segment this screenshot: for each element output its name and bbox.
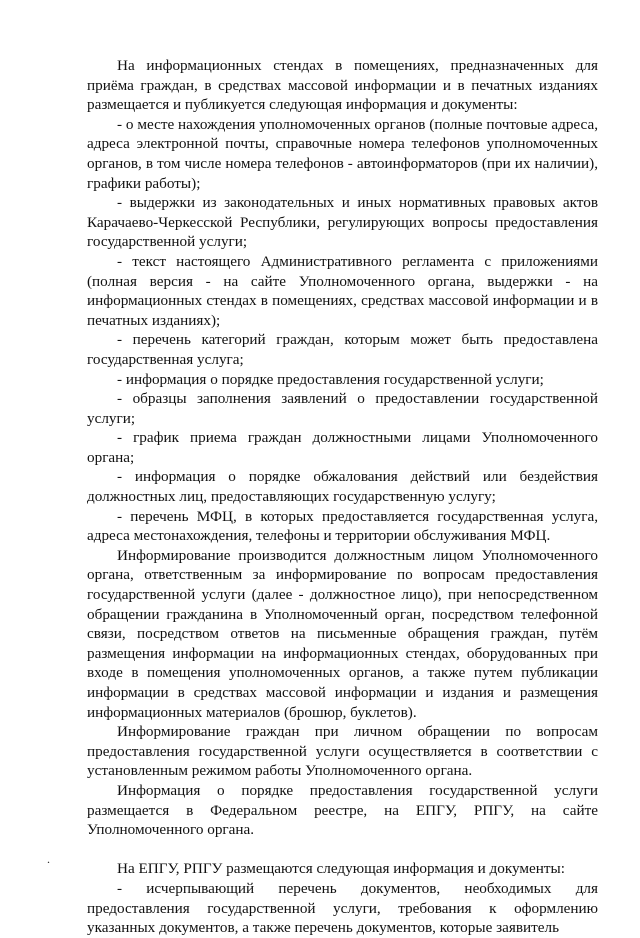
list-item-mfc-list: - перечень МФЦ, в которых предоставляется государственная услуга, адреса местонахождения, телефоны и территории обслуживания МФЦ. [87, 507, 598, 545]
list-item-application-samples: - образцы заполнения заявлений о предоставлении государственной услуги; [87, 390, 598, 427]
list-item-legal-extracts: - выдержки из законодательных и иных нормативных правовых актов Карачаево-Черкесской Республики, регулирующих вопросы предоставления государственной услуги; [87, 194, 598, 251]
paragraph-informing-official: Информирование производится должностным лицом Уполномоченного органа, ответственным за информирование по вопросам предоставления государственной услуги (далее - должностное лицо), при непосредственном обращении гражданина в Уполномоченный орган, посредством телефонной связи, посредством ответов на письменные обращения граждан, путём размещения информации на информационных стендах, оборудованных при входе в помещения уполномоченных органов, а также путем публикации информации в средствах массовой информации и издания и размещения информационных материалов (брошюр, буклетов). [87, 546, 598, 721]
list-item-citizen-categories: - перечень категорий граждан, которым может быть предоставлена государственная услуга; [87, 331, 598, 368]
stray-mark: . [47, 852, 50, 866]
list-item-appeal-procedure: - информация о порядке обжалования действий или бездействия должностных лиц, предоставляющих государственную услугу; [87, 468, 598, 506]
list-item-reception-schedule: - график приема граждан должностными лицами Уполномоченного органа; [87, 429, 598, 466]
list-item-regulation-text: - текст настоящего Административного регламента с приложениями (полная версия - на сайте Уполномоченного органа, выдержки - на информационных стендах в помещениях, средствах массовой информации и в печатных изданиях); [87, 252, 598, 329]
document-body [87, 56, 598, 938]
list-item-procedure-info: - информация о порядке предоставления государственной услуги; [117, 370, 544, 388]
list-item-locations: - о месте нахождения уполномоченных органов (полные почтовые адреса, адреса электронной почты, справочные номера телефонов уполномоченных органов, в том числе номера телефонов - автоинформаторов (при их наличии), графики работы); [87, 115, 598, 192]
paragraph-personal-visit: Информирование граждан при личном обращении по вопросам предоставления государственной услуги осуществляется в соответствии с установленным режимом работы Уполномоченного органа. [87, 723, 598, 780]
paragraph-federal-registry: Информация о порядке предоставления государственной услуги размещается в Федеральном реестре, на ЕПГУ, РПГУ, на сайте Уполномоченного органа. [87, 781, 598, 839]
paragraph-intro-stands: На информационных стендах в помещениях, предназначенных для приёма граждан, в средствах массовой информации и в печатных изданиях размещается и публикуется следующая информация и документы: [87, 57, 598, 114]
list-item-documents-list: - исчерпывающий перечень документов, необходимых для предоставления государственной услуги, требования к оформлению указанных документов, а также перечень документов, которые заявитель [87, 879, 598, 937]
paragraph-epgu-heading: На ЕПГУ, РПГУ размещаются следующая информация и документы: [117, 860, 565, 878]
